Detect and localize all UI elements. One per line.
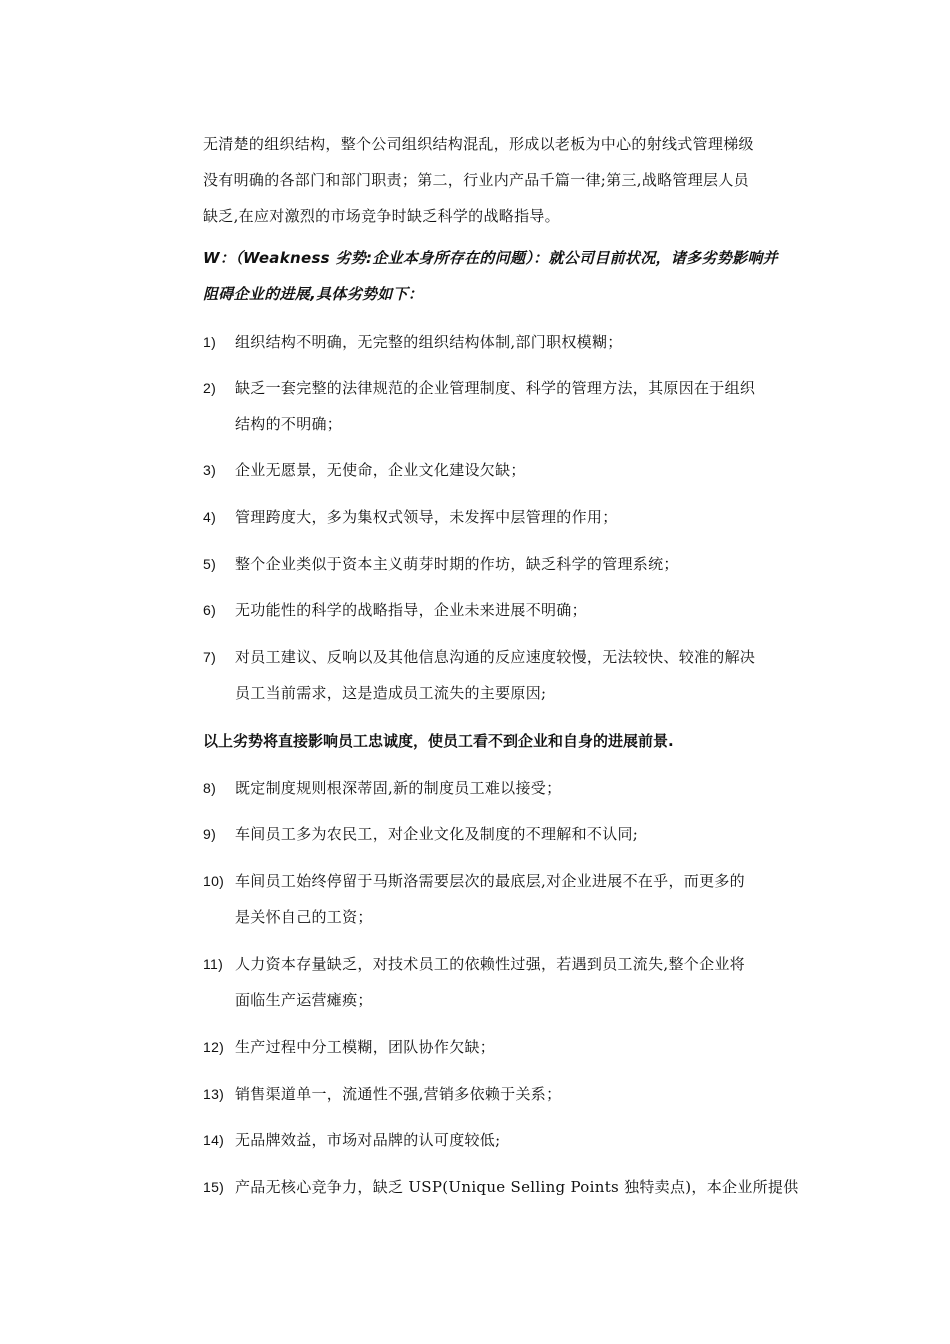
list-item <box>203 452 807 488</box>
intro-line: 无清楚的组织结构，整个公司组织结构混乱，形成以老板为中心的射线式管理梯级 <box>203 135 754 153</box>
list-text: 整个企业类似于资本主义萌芽时期的作坊，缺乏科学的管理系统； <box>235 555 679 573</box>
list-text: 企业无愿景，无使命，企业文化建设欠缺； <box>235 461 526 479</box>
list-number: 4) <box>203 509 217 525</box>
list-item <box>203 639 807 711</box>
list-text-continued: 员工当前需求，这是造成员工流失的主要原因; <box>235 684 547 702</box>
list-number: 10) <box>203 873 225 889</box>
list-number: 12) <box>203 1039 225 1055</box>
list-number: 13) <box>203 1086 225 1102</box>
list-text: 无品牌效益，市场对品牌的认可度较低; <box>235 1131 501 1149</box>
list-number: 11) <box>203 956 224 972</box>
weakness-heading-line: W：（Weakness 劣势:企业本身所存在的问题）：就公司目前状况，诸多劣势影响并 <box>203 249 778 267</box>
list-item <box>203 1169 807 1205</box>
list-item <box>203 863 807 935</box>
list-item <box>203 1029 807 1065</box>
list-text: 人力资本存量缺乏，对技术员工的依赖性过强，若遇到员工流失,整个企业将 <box>235 955 745 973</box>
list-text: 车间员工始终停留于马斯洛需要层次的最底层,对企业进展不在乎，而更多的 <box>235 872 745 890</box>
list-text: 对员工建议、反响以及其他信息沟通的反应速度较慢，无法较快、较准的解决 <box>235 648 756 666</box>
list-text-continued: 结构的不明确； <box>235 415 343 433</box>
list-text-continued: 是关怀自己的工资； <box>235 908 373 926</box>
list-number: 6) <box>203 602 217 618</box>
list-text: 销售渠道单一，流通性不强,营销多依赖于关系； <box>235 1085 562 1103</box>
list-item <box>203 1076 807 1112</box>
list-item <box>203 370 807 442</box>
list-text: 既定制度规则根深蒂固,新的制度员工难以接受； <box>235 779 562 797</box>
list-text: 生产过程中分工模糊，团队协作欠缺； <box>235 1038 496 1056</box>
list-text: 车间员工多为农民工，对企业文化及制度的不理解和不认同; <box>235 825 639 843</box>
weakness-heading-line: 阻碍企业的进展,具体劣势如下： <box>203 285 424 303</box>
list-item <box>203 499 807 535</box>
list-item <box>203 324 807 360</box>
list-text-continued: 面临生产运营瘫痪； <box>235 991 373 1009</box>
list-number: 7) <box>203 649 217 665</box>
list-number: 15) <box>203 1179 225 1195</box>
list-number: 9) <box>203 826 217 842</box>
intro-paragraph <box>203 126 807 234</box>
intro-line: 没有明确的各部门和部门职责；第二，行业内产品千篇一律;第三,战略管理层人员 <box>203 171 749 189</box>
list-item <box>203 770 807 806</box>
list-text: 组织结构不明确，无完整的组织结构体制,部门职权模糊； <box>235 333 623 351</box>
list-number: 5) <box>203 556 217 572</box>
weakness-heading <box>203 240 807 312</box>
list-item <box>203 546 807 582</box>
list-text: 管理跨度大，多为集权式领导，未发挥中层管理的作用； <box>235 508 618 526</box>
list-item <box>203 816 807 852</box>
list-number: 3) <box>203 462 217 478</box>
list-item <box>203 1122 807 1158</box>
summary-statement: 以上劣势将直接影响员工忠诚度，使员工看不到企业和自身的进展前景. <box>203 732 674 750</box>
list-number: 8) <box>203 780 217 796</box>
list-number: 14) <box>203 1132 225 1148</box>
list-text: 缺乏一套完整的法律规范的企业管理制度、科学的管理方法，其原因在于组织 <box>235 379 756 397</box>
list-item <box>203 946 807 1018</box>
intro-line: 缺乏,在应对激烈的市场竞争时缺乏科学的战略指导。 <box>203 207 560 225</box>
list-number: 1) <box>203 334 217 350</box>
list-text: 无功能性的科学的战略指导，企业未来进展不明确； <box>235 601 587 619</box>
list-text: 产品无核心竞争力，缺乏 USP(Unique Selling Points 独特卖点)，本企业所提供 <box>235 1178 799 1196</box>
list-item <box>203 592 807 628</box>
list-number: 2) <box>203 380 217 396</box>
